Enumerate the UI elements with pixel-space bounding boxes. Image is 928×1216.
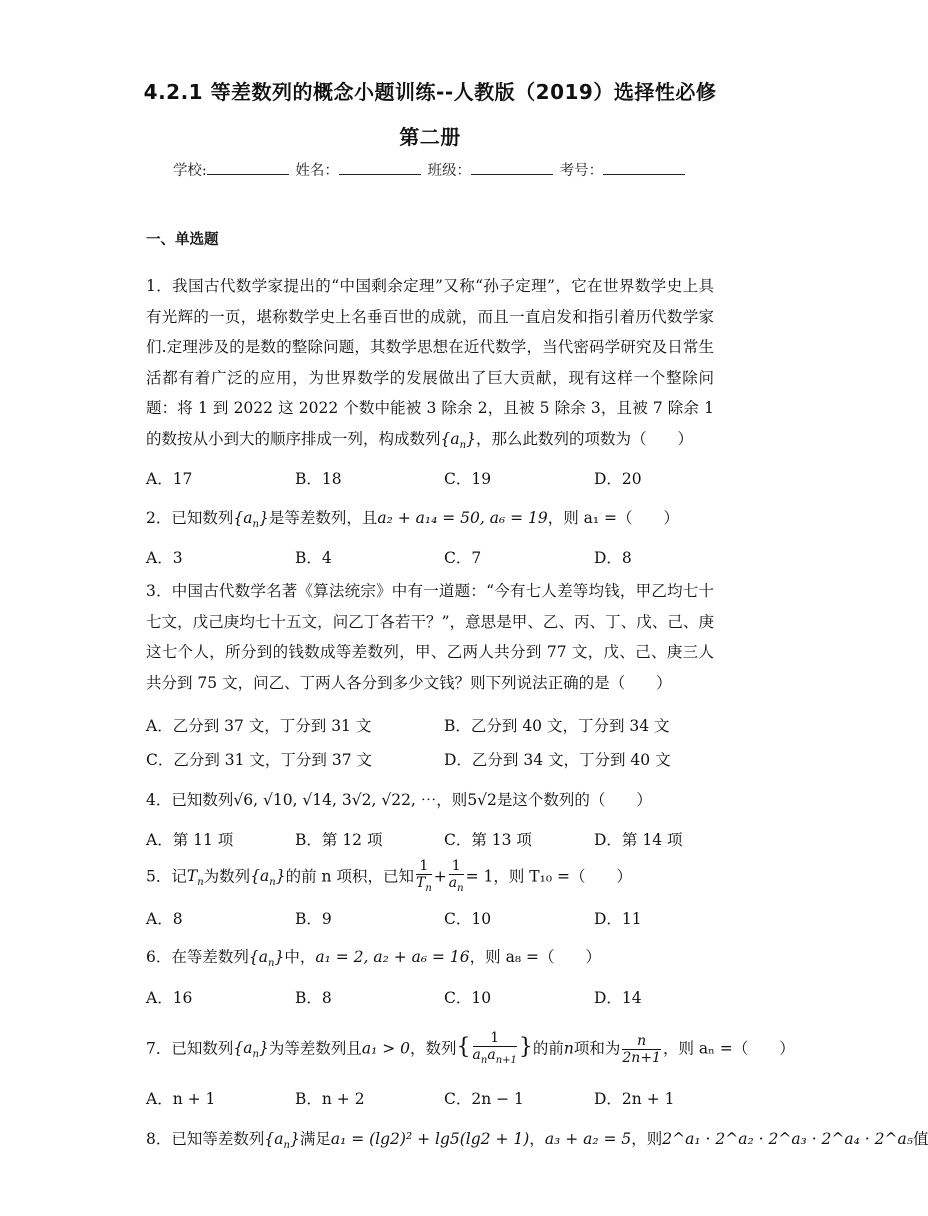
- question-1-tail: ，那么此数列的项数为（ ）: [475, 429, 693, 448]
- q2-option-a: A．3: [146, 549, 183, 567]
- sequence-notation: $\{a_n\}$: [264, 1130, 300, 1152]
- question-4-mid: ，则: [436, 791, 468, 809]
- question-7-mid4: 项和为: [573, 1039, 621, 1058]
- question-8-post: ，则: [631, 1130, 663, 1148]
- sequence-notation: $\{a_n\}$: [233, 1039, 269, 1061]
- class-label: 班级：: [427, 163, 471, 179]
- q3-option-c: C．乙分到 31 文，丁分到 37 文: [146, 751, 373, 769]
- name-blank: [339, 162, 421, 175]
- q1-option-c: C．19: [444, 470, 492, 488]
- q7-option-a: A．n + 1: [146, 1090, 216, 1108]
- q6-option-b: B．8: [295, 989, 332, 1007]
- question-7-mid3: 的前: [532, 1039, 564, 1058]
- sequence-notation: $\{a_n\}$: [248, 948, 285, 970]
- question-4-pre: 4．已知数列: [146, 791, 234, 809]
- question-1-text: 1．我国古代数学家提出的“中国剩余定理”又称“孙子定理”，它在世界数学史上具有光辉的一页，堪称数学史上名垂百世的成就，而且一直启发和指引着历代数学家们.定理涉及的是数的整除问题，其数学思想在近代数学，当代密码学研究及日常生活都有着广泛的应用，为世界数学的发展做出了巨大贡献，现有这样一个整除问题：将 1 到 2022 这 2022 个数中能被 3 除余 2，且被 5 除余 3，且被 7 除余 1 的数按从小到大的顺序排成一列，构成数列: [146, 277, 714, 448]
- question-4: [146, 788, 652, 810]
- name-label: 姓名：: [295, 163, 339, 179]
- question-8-tail: 值: [912, 1130, 928, 1148]
- question-6-mid: 中，: [284, 948, 316, 966]
- question-2: [146, 506, 679, 530]
- question-4-post: 是这个数列的（ ）: [496, 791, 652, 809]
- fraction-1-over-an-an1: $\frac{1}{a_na_{n+1}}$: [472, 1030, 517, 1066]
- question-6-pre: 6．在等差数列: [146, 948, 249, 966]
- q4-option-d: D．第 14 项: [594, 831, 683, 849]
- question-2-mid: 是等差数列，且: [268, 509, 378, 527]
- question-2-pre: 2．已知数列: [146, 509, 234, 527]
- sequence-notation: $\{a_n\}$: [250, 867, 286, 889]
- fraction-1-over-tn: $\frac{1}{T_n}$: [415, 858, 432, 894]
- school-blank: [207, 162, 289, 175]
- q5-option-d: D．11: [594, 910, 642, 928]
- q1-option-a: A．17: [146, 470, 193, 488]
- question-2-post: ，则 a₁ =（ ）: [547, 509, 680, 527]
- sequence-notation: $\{a_n\}$: [440, 429, 476, 451]
- fraction-1-over-an: $\frac{1}{a_n}$: [448, 858, 464, 894]
- question-7: 7．已知数列$\{a_n\}$为等差数列且a₁ > 0，数列{ $\frac{1}{a_na_{n+1}}$ }的前n项和为 $\frac{n}{2n+1}$ ，则 aₙ =（ ）: [146, 1030, 795, 1069]
- q4-option-c: C．第 13 项: [444, 831, 532, 849]
- q4-option-b: B．第 12 项: [295, 831, 383, 849]
- q6-option-d: D．14: [594, 989, 642, 1007]
- question-8-equation-1: a₁ = (lg2)² + lg5(lg2 + 1): [330, 1130, 530, 1148]
- question-5: 5．记$T_n$为数列$\{a_n\}$的前 n 项积，已知 $\frac{1}{T_n}$ + $\frac{1}{a_n}$ = 1，则 T₁₀ =（ ）: [146, 858, 632, 897]
- question-6-post: ，则 a₈ =（ ）: [469, 948, 601, 966]
- q5-option-c: C．10: [444, 910, 492, 928]
- section-heading: 一、单选题: [146, 232, 219, 248]
- exam-no-label: 考号：: [559, 163, 604, 179]
- student-info-row: [0, 159, 860, 180]
- t-n-symbol: $T_n$: [186, 867, 204, 889]
- question-8-mid2: ，: [529, 1130, 545, 1148]
- question-4-value: 5√2: [467, 791, 497, 809]
- fraction-n-over-2n1: $\frac{n}{2n+1}$: [622, 1032, 661, 1066]
- page-title-line2: 第二册: [399, 125, 461, 149]
- q1-option-b: B．18: [295, 470, 342, 488]
- question-7-post: ，则 aₙ =（ ）: [662, 1039, 795, 1058]
- school-label: 学校:: [172, 163, 207, 179]
- question-7-mid1: 为等差数列且: [268, 1039, 362, 1058]
- question-8-pre: 8．已知等差数列: [146, 1130, 265, 1148]
- question-1: [146, 271, 714, 461]
- q3-option-a: A．乙分到 37 文，丁分到 31 文: [146, 717, 372, 735]
- q6-option-c: C．10: [444, 989, 492, 1007]
- question-8-mid: 满足: [299, 1130, 331, 1148]
- question-6-equation: a₁ = 2, a₂ + a₆ = 16: [315, 948, 470, 966]
- class-blank: [471, 162, 553, 175]
- q4-option-a: A．第 11 项: [146, 831, 234, 849]
- q1-option-d: D．20: [594, 470, 642, 488]
- question-8-expression: 2^a₁ · 2^a₂ · 2^a₃ · 2^a₄ · 2^a₅: [662, 1130, 913, 1148]
- question-5-mid1: 为数列: [203, 867, 251, 886]
- q7-option-d: D．2n + 1: [594, 1090, 675, 1108]
- q5-option-a: A．8: [146, 910, 183, 928]
- question-5-mid2: 的前 n 项积，已知: [285, 867, 414, 886]
- question-5-post: = 1，则 T₁₀ =（ ）: [465, 867, 632, 886]
- question-3: 3．中国古代数学名著《算法统宗》中有一道题：“今有七人差等均钱，甲乙均七十七文，戊己庚均七十五文，问乙丁各若干？”，意思是甲、乙、丙、丁、戊、己、庚这七个人，所分到的钱数成等差数列，甲、乙两人共分到 77 文，戊、己、庚三人共分到 75 文，问乙、丁两人各分到多少文钱？则下列说法正确的是（ ）: [146, 582, 714, 692]
- q7-option-b: B．n + 2: [295, 1090, 365, 1108]
- q3-option-d: D．乙分到 34 文，丁分到 40 文: [444, 751, 671, 769]
- question-7-pre: 7．已知数列: [146, 1039, 234, 1058]
- exam-no-blank: [603, 162, 685, 175]
- q3-option-b: B．乙分到 40 文，丁分到 34 文: [444, 717, 670, 735]
- q6-option-a: A．16: [146, 989, 193, 1007]
- q7-option-c: C．2n − 1: [444, 1090, 524, 1108]
- q2-option-d: D．8: [594, 549, 632, 567]
- page-title: 4.2.1 等差数列的概念小题训练--人教版（2019）选择性必修: [143, 80, 717, 104]
- question-5-pre: 5．记: [146, 867, 187, 886]
- question-4-sequence: √6, √10, √14, 3√2, √22, ⋯: [233, 791, 437, 809]
- q5-option-b: B．9: [295, 910, 332, 928]
- question-8-equation-2: a₃ + a₂ = 5: [544, 1130, 632, 1148]
- question-7-mid2: ，数列: [410, 1039, 457, 1058]
- sequence-notation: $\{a_n\}$: [233, 509, 269, 531]
- question-2-equation: a₂ + a₁₄ = 50, a₆ = 19: [377, 509, 548, 527]
- question-7-condition: a₁ > 0: [361, 1039, 410, 1058]
- q2-option-c: C．7: [444, 549, 482, 567]
- question-6: [146, 945, 601, 969]
- question-8: [146, 1127, 928, 1151]
- q2-option-b: B．4: [295, 549, 332, 567]
